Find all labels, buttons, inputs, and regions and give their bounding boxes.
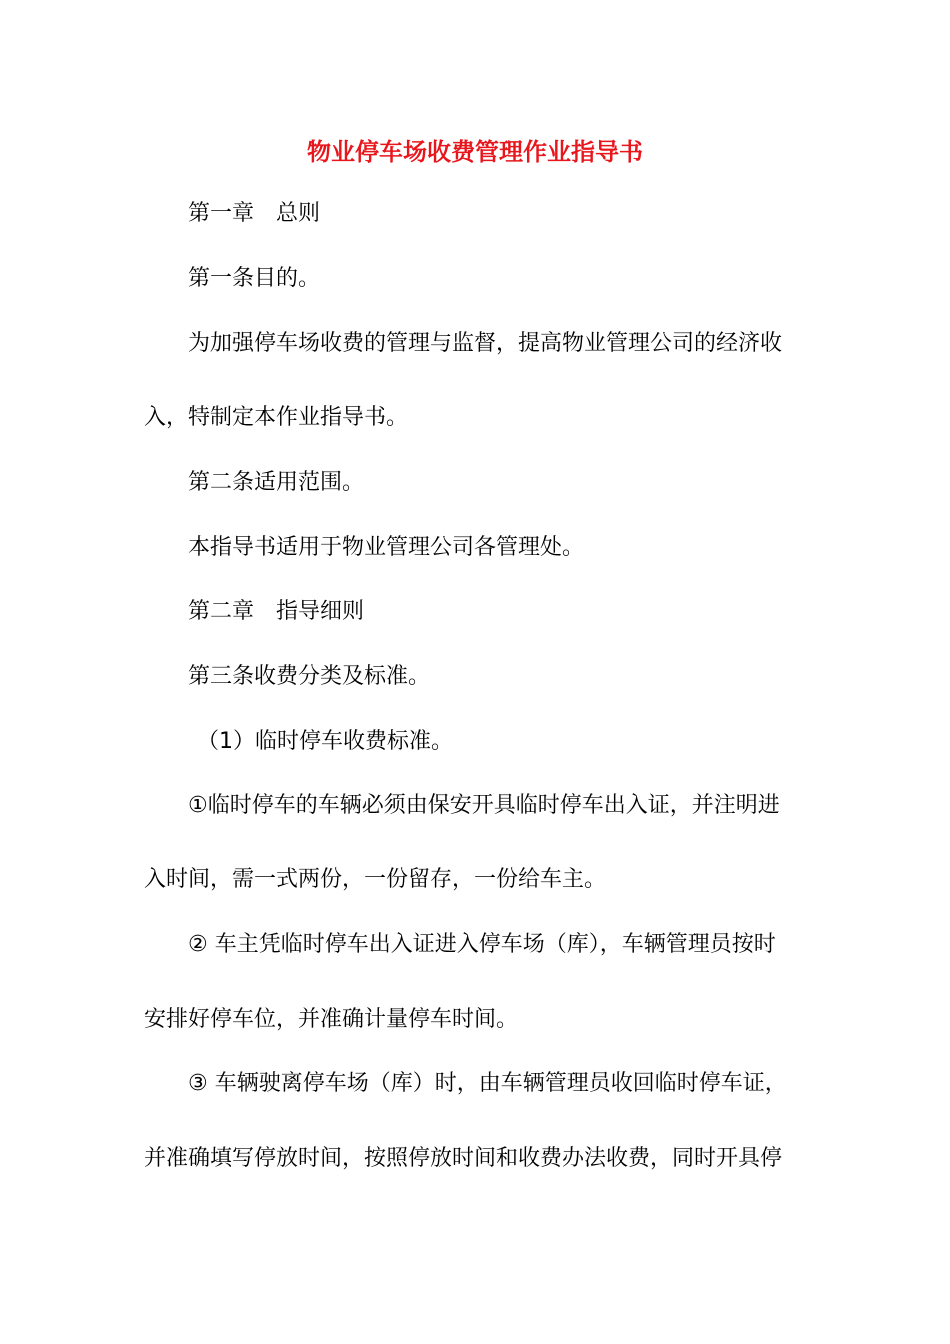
paragraph-line: 入时间，需一式两份，一份留存，一份给车主。 — [144, 867, 607, 892]
paragraph-line: 并准确填写停放时间，按照停放时间和收费办法收费，同时开具停 — [144, 1146, 783, 1171]
chapter-heading-2 — [188, 596, 364, 628]
chapter-number: 第二章 — [188, 599, 255, 624]
paragraph-line: 本指导书适用于物业管理公司各管理处。 — [188, 535, 585, 560]
paragraph-line: 入，特制定本作业指导书。 — [144, 405, 409, 430]
paragraph-line: ①临时停车的车辆必须由保安开具临时停车出入证，并注明进 — [188, 793, 780, 818]
chapter-number: 第一章 — [188, 201, 255, 226]
paragraph-line: 为加强停车场收费的管理与监督，提高物业管理公司的经济收 — [188, 331, 783, 356]
document-title: 物业停车场收费管理作业指导书 — [307, 138, 643, 166]
paragraph-line: ③ 车辆驶离停车场（库）时，由车辆管理员收回临时停车证， — [188, 1071, 787, 1096]
article-heading-2: 第二条适用范围。 — [188, 470, 365, 495]
chapter-name: 总则 — [276, 201, 321, 226]
chapter-heading-1 — [188, 198, 320, 230]
article-heading-3: 第三条收费分类及标准。 — [188, 664, 431, 689]
article-heading-1: 第一条目的。 — [188, 266, 321, 291]
list-item-heading: （1）临时停车收费标准。 — [197, 729, 453, 754]
paragraph-line: 安排好停车位，并准确计量停车时间。 — [144, 1007, 519, 1032]
paragraph-line: ② 车主凭临时停车出入证进入停车场（库），车辆管理员按时 — [188, 932, 776, 957]
chapter-name: 指导细则 — [276, 599, 365, 624]
